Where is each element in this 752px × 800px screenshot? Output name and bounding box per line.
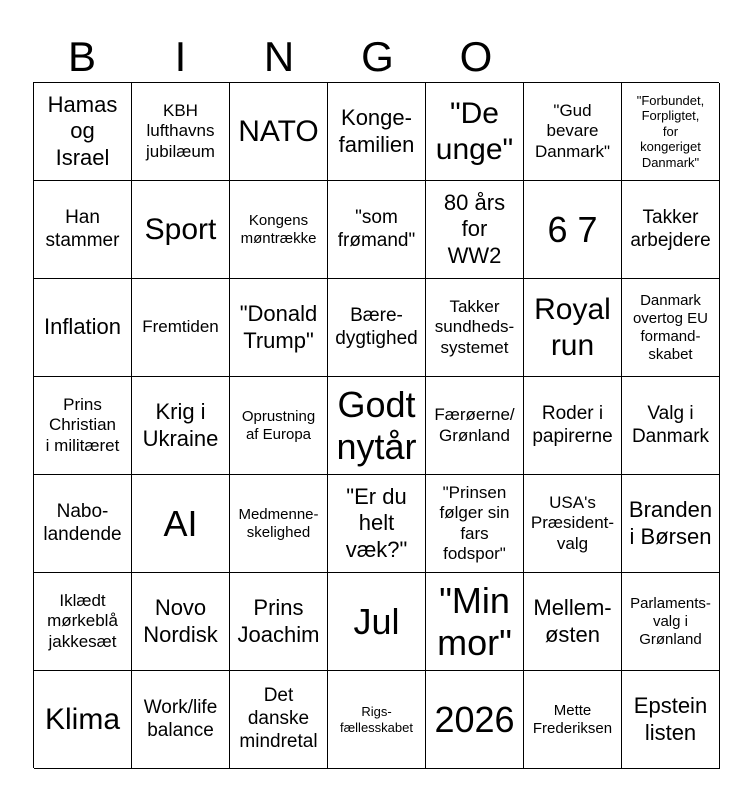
- bingo-cell[interactable]: [328, 83, 426, 181]
- bingo-cell[interactable]: [328, 475, 426, 573]
- bingo-cell[interactable]: [230, 671, 328, 769]
- bingo-cell-label: Work/life balance: [143, 696, 218, 741]
- bingo-cell[interactable]: [328, 573, 426, 671]
- bingo-cell[interactable]: [524, 377, 622, 475]
- header-letter-o: O: [459, 33, 493, 80]
- bingo-cell-label: Fremtiden: [142, 317, 219, 337]
- bingo-cell-label: Han stammer: [45, 206, 120, 251]
- bingo-header: [33, 32, 719, 82]
- bingo-cell-label: 80 års for WW2: [443, 189, 506, 268]
- bingo-cell[interactable]: [34, 573, 132, 671]
- bingo-cell-label: NATO: [238, 114, 319, 148]
- bingo-cell[interactable]: [132, 83, 230, 181]
- bingo-cell-label: Mette Frederiksen: [532, 701, 613, 737]
- bingo-cell-label: Inflation: [43, 314, 122, 340]
- bingo-cell[interactable]: [328, 377, 426, 475]
- bingo-cell[interactable]: [524, 671, 622, 769]
- bingo-cell[interactable]: [622, 181, 720, 279]
- bingo-cell[interactable]: [622, 475, 720, 573]
- bingo-cell[interactable]: [524, 573, 622, 671]
- bingo-cell[interactable]: [132, 377, 230, 475]
- bingo-cell-label: Færøerne/ Grønland: [434, 405, 515, 445]
- bingo-cell-label: "Gud bevare Danmark": [535, 100, 610, 161]
- bingo-cell[interactable]: [34, 83, 132, 181]
- bingo-cell-label: Medmenne- skelighed: [238, 505, 319, 541]
- bingo-cell[interactable]: [524, 279, 622, 377]
- bingo-cell-label: Oprustning af Europa: [241, 407, 316, 443]
- bingo-cell[interactable]: [132, 573, 230, 671]
- bingo-cell-label: "Donald Trump": [239, 301, 318, 353]
- bingo-cell[interactable]: [622, 83, 720, 181]
- bingo-grid: [33, 82, 719, 768]
- bingo-cell[interactable]: [230, 279, 328, 377]
- bingo-cell[interactable]: [426, 377, 524, 475]
- bingo-cell-label: Takker arbejdere: [630, 206, 711, 251]
- bingo-cell-label: Takker sundheds- systemet: [434, 296, 515, 357]
- bingo-cell-label: Hamas og Israel: [47, 91, 118, 170]
- bingo-cell[interactable]: [426, 279, 524, 377]
- bingo-cell[interactable]: [328, 279, 426, 377]
- bingo-cell[interactable]: [132, 671, 230, 769]
- bingo-cell[interactable]: [34, 377, 132, 475]
- bingo-cell-label: Jul: [353, 600, 400, 642]
- bingo-cell-label: Det danske mindretal: [239, 685, 318, 752]
- bingo-cell[interactable]: [622, 671, 720, 769]
- bingo-cell[interactable]: [230, 573, 328, 671]
- bingo-cell-label: Valg i Danmark: [631, 402, 710, 447]
- bingo-cell-label: AI: [163, 502, 198, 544]
- bingo-cell[interactable]: [230, 475, 328, 573]
- bingo-cell-label: "De unge": [435, 96, 514, 166]
- bingo-cell[interactable]: [230, 377, 328, 475]
- bingo-cell-label: Rigs- fællesskabet: [340, 703, 413, 735]
- bingo-cell-label: KBH lufthavns jubilæum: [146, 100, 215, 161]
- bingo-cell-label: Sport: [144, 212, 217, 246]
- bingo-cell-label: "som frømand": [337, 206, 416, 251]
- bingo-cell[interactable]: [328, 671, 426, 769]
- bingo-cell-label: "Min mor": [437, 580, 512, 663]
- bingo-cell[interactable]: [328, 181, 426, 279]
- bingo-cell-label: Iklædt mørkeblå jakkesæt: [47, 590, 118, 651]
- bingo-cell-label: "Prinsen følger sin fars fodspor": [439, 482, 510, 563]
- bingo-cell[interactable]: [230, 181, 328, 279]
- bingo-cell[interactable]: [524, 475, 622, 573]
- bingo-cell-label: Roder i papirerne: [532, 402, 613, 447]
- bingo-cell-label: Mellem- østen: [533, 595, 612, 647]
- bingo-cell-label: Klima: [44, 702, 120, 736]
- bingo-cell-label: Konge- familien: [338, 105, 415, 157]
- header-letter-i: I: [174, 33, 187, 80]
- bingo-cell[interactable]: [426, 181, 524, 279]
- bingo-cell-label: Novo Nordisk: [143, 595, 218, 647]
- bingo-cell[interactable]: [622, 279, 720, 377]
- bingo-cell-label: "Forbundet, Forpligtet, for kongeriget Danmark": [636, 92, 705, 170]
- bingo-cell[interactable]: [34, 181, 132, 279]
- bingo-cell-label: 6 7: [547, 208, 598, 250]
- bingo-cell-label: Royal run: [534, 292, 611, 362]
- header-letter-b: B: [67, 33, 96, 80]
- bingo-cell[interactable]: [132, 279, 230, 377]
- bingo-cell[interactable]: [524, 83, 622, 181]
- bingo-cell-label: Prins Christian i militæret: [45, 394, 120, 455]
- bingo-cell[interactable]: [34, 475, 132, 573]
- bingo-cell[interactable]: [426, 573, 524, 671]
- header-letter-g: G: [361, 33, 394, 80]
- bingo-cell[interactable]: [426, 671, 524, 769]
- bingo-cell-label: Bære- dygtighed: [335, 304, 418, 349]
- bingo-cell[interactable]: [132, 181, 230, 279]
- bingo-cell-label: "Er du helt væk?": [345, 483, 408, 562]
- bingo-cell[interactable]: [622, 377, 720, 475]
- bingo-cell[interactable]: [230, 83, 328, 181]
- bingo-cell[interactable]: [524, 181, 622, 279]
- bingo-cell-label: Godt nytår: [336, 384, 417, 467]
- bingo-cell-label: Krig i Ukraine: [142, 399, 219, 451]
- bingo-cell[interactable]: [132, 475, 230, 573]
- bingo-cell[interactable]: [426, 83, 524, 181]
- bingo-cell-label: Prins Joachim: [237, 595, 320, 647]
- bingo-cell-label: Danmark overtog EU formand- skabet: [632, 291, 709, 363]
- bingo-cell-label: Branden i Børsen: [628, 497, 713, 549]
- bingo-cell-label: Epstein listen: [633, 693, 708, 745]
- bingo-cell[interactable]: [34, 279, 132, 377]
- bingo-cell-label: USA's Præsident- valg: [530, 492, 615, 553]
- header-letter-n: N: [263, 33, 295, 80]
- bingo-cell-label: Parlaments- valg i Grønland: [630, 594, 711, 648]
- bingo-cell-label: 2026: [434, 698, 515, 740]
- bingo-cell[interactable]: [426, 475, 524, 573]
- bingo-cell[interactable]: [34, 671, 132, 769]
- bingo-cell[interactable]: [622, 573, 720, 671]
- bingo-cell-label: Nabo- landende: [43, 500, 122, 545]
- bingo-cell-label: Kongens møntrække: [240, 211, 317, 247]
